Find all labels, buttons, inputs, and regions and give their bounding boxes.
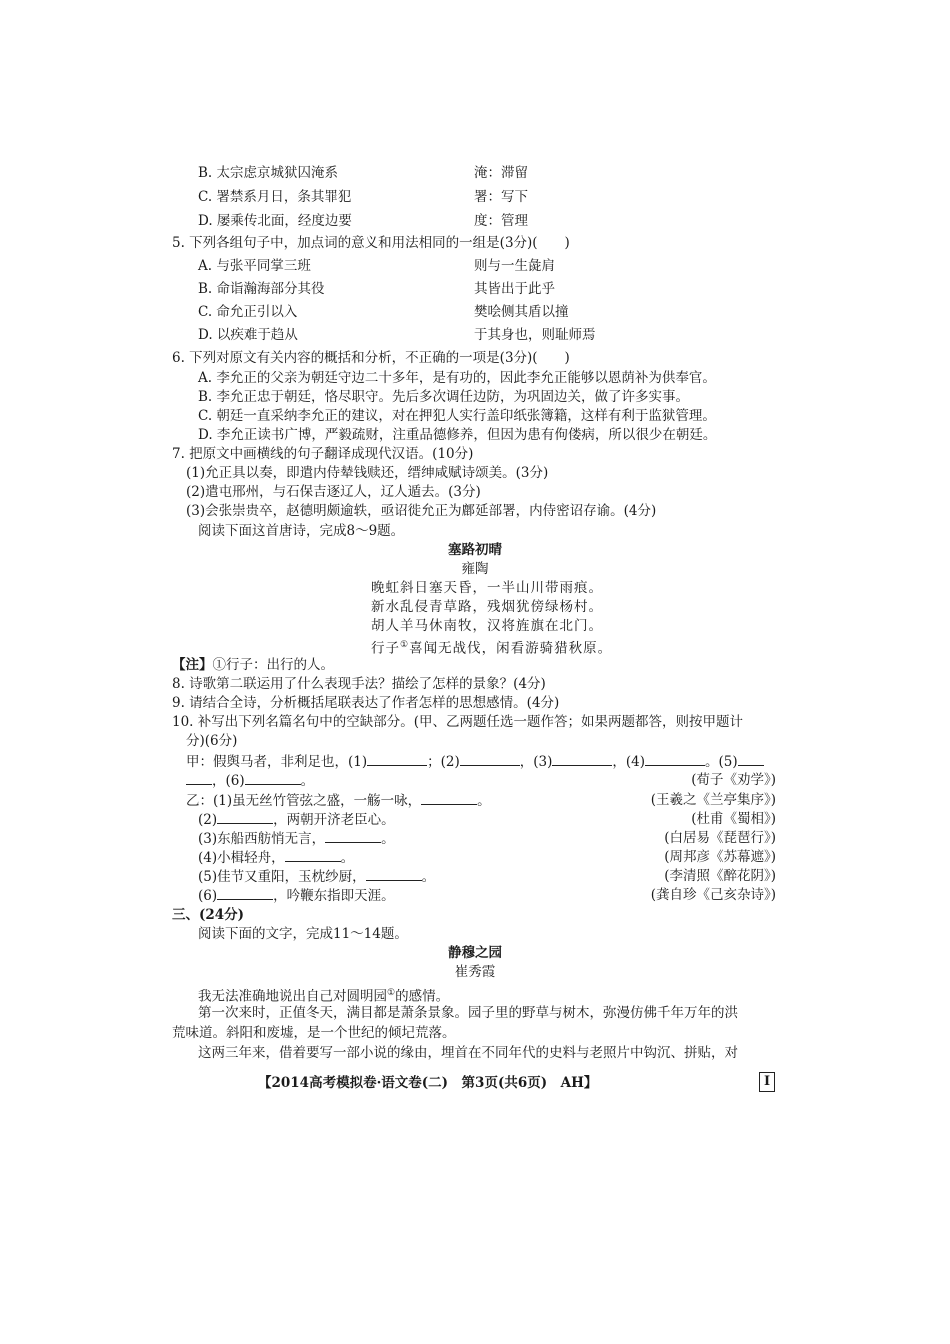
q10-jia-part-3: ，(3) [519, 754, 553, 770]
q10-jia-part-5: 。(5) [705, 754, 738, 770]
q5-option-c-left: C. 命允正引以入 [198, 304, 298, 320]
q10-yi-2 [198, 809, 395, 830]
q10-yi-6 [198, 885, 395, 906]
q10-jia-part-4: ，(4) [612, 754, 645, 770]
blank-1[interactable] [367, 751, 427, 766]
prose-footnote-marker: ① [387, 988, 396, 998]
q10-yi-3 [198, 828, 395, 849]
poem-line-4 [371, 635, 612, 659]
q7-sentence-1: (1)允正具以奏，即遣内侍辇钱赎还，缙绅咸赋诗颂美。(3分) [186, 465, 549, 481]
prose-paragraph-3: 这两三年来，借着要写一部小说的缘由，埋首在不同年代的史料与老照片中钩沉、拼贴，对 [198, 1045, 738, 1061]
yi-blank-3[interactable] [325, 828, 381, 843]
q5-stem: 5. 下列各组句子中，加点词的意义和用法相同的一组是(3分)( ) [172, 235, 570, 251]
q5-option-b-right: 其皆出于此乎 [474, 281, 555, 297]
yi-blank-6[interactable] [217, 885, 273, 900]
prose-title: 静穆之园 [448, 945, 502, 961]
prose-p1-end: 的感情。 [395, 988, 450, 1005]
footnote-marker: ① [400, 640, 410, 650]
q10-yi-4-end: 。 [340, 850, 355, 866]
q10-yi-4 [198, 847, 354, 868]
q10-yi-1-text: 乙：(1)虽无丝竹管弦之盛，一觞一咏， [186, 793, 422, 809]
q10-yi-1-end: 。 [477, 793, 491, 809]
q10-jia-part-2: ；(2) [427, 754, 460, 770]
q10-yi-5-text: (5)佳节又重阳，玉枕纱厨， [198, 869, 366, 885]
q7-sentence-2: (2)遣屯邢州，与石保吉逐辽人，辽人遁去。(3分) [186, 484, 481, 500]
blank-5a[interactable] [738, 751, 764, 766]
poem-note [172, 655, 334, 675]
q4-option-b-gloss: 淹：滞留 [474, 165, 528, 181]
poem-line-4-end: 喜闻无战伐，闲看游骑猎秋原。 [409, 640, 613, 657]
note-text: ①行子：出行的人。 [212, 657, 334, 673]
q9-text: 9. 请结合全诗，分析概括尾联表达了作者怎样的思想感情。(4分) [172, 695, 560, 711]
blank-5b[interactable] [186, 770, 212, 785]
q10-jia-line-2 [186, 770, 314, 791]
q10-yi-6-text: ，吟鞭东指即天涯。 [273, 888, 395, 904]
blank-3[interactable] [552, 751, 612, 766]
q4-option-d: D. 屡乘传北面，经度边要 [198, 213, 352, 229]
section-3-heading: 三、(24分) [172, 907, 245, 923]
q10-jia-text: 甲：假舆马者，非利足也，(1) [186, 754, 368, 770]
yi-blank-1[interactable] [421, 790, 477, 805]
q10-yi-5 [198, 866, 435, 887]
version-box: I [759, 1072, 775, 1092]
note-heading: 【注】 [172, 657, 213, 673]
q6-option-c: C. 朝廷一直采纳李允正的建议，对在押犯人实行盖印纸张簿籍，这样有利于监狱管理。 [198, 408, 716, 424]
blank-4[interactable] [645, 751, 705, 766]
q10-yi-6-source: (龚自珍《己亥杂诗》) [650, 887, 776, 903]
q6-option-a: A. 李允正的父亲为朝廷守边二十多年，是有功的，因此李允正能够以恩荫补为供奉官。 [198, 370, 716, 386]
q10-yi-1-source: (王羲之《兰亭集序》) [650, 792, 776, 808]
q10-yi-5-source: (李清照《醉花阴》) [664, 868, 776, 884]
q5-option-c-right: 樊哙侧其盾以撞 [474, 304, 569, 320]
yi-blank-4[interactable] [285, 847, 341, 862]
q10-yi-3-source: (白居易《琵琶行》) [664, 830, 776, 846]
poem-line-3: 胡人羊马休南牧，汉将旌旗在北门。 [371, 618, 603, 634]
q6-option-d: D. 李允正读书广博，严毅疏财，注重品德修养，但因为患有佝偻病，所以很少在朝廷。 [198, 427, 717, 443]
q10-yi-4-source: (周邦彦《苏幕遮》) [664, 849, 776, 865]
blank-6[interactable] [245, 770, 301, 785]
q10-yi-3-end: 。 [381, 831, 395, 847]
q10-stem-line-2: 分)(6分) [186, 733, 238, 749]
q10-yi-4-text: (4)小楫轻舟， [198, 850, 285, 866]
q10-yi-2-num: (2) [198, 812, 218, 828]
q4-option-c-gloss: 署：写下 [474, 189, 528, 205]
q4-option-b: B. 太宗虑京城狱囚淹系 [198, 165, 339, 181]
q10-jia-end: 。 [300, 773, 315, 789]
q6-option-b: B. 李允正忠于朝廷，恪尽职守。先后多次调任边防，为巩固边关，做了许多实事。 [198, 389, 690, 405]
q10-yi-2-text: ，两朝开济老臣心。 [273, 812, 395, 828]
q5-option-d-left: D. 以疾难于趋从 [198, 327, 298, 343]
q5-option-b-left: B. 命诣瀚海部分其役 [198, 281, 325, 297]
poem-line-4-start: 行子 [371, 640, 400, 657]
q10-yi-1 [186, 790, 491, 811]
poem-intro: 阅读下面这首唐诗，完成8～9题。 [198, 523, 405, 539]
prose-paragraph-2-line-2: 荒味道。斜阳和废墟，是一个世纪的倾圮荒落。 [172, 1025, 456, 1041]
yi-blank-5[interactable] [366, 866, 422, 881]
q5-option-a-right: 则与一生彘肩 [474, 258, 555, 274]
page-footer: 【2014高考模拟卷·语文卷(二) 第3页(共6页) AH】 [258, 1075, 598, 1091]
q10-jia-line-1 [186, 751, 764, 772]
q10-jia-part-6: ，(6) [212, 773, 245, 789]
poem-title: 塞路初晴 [448, 542, 502, 558]
q10-stem-line-1: 10. 补写出下列名篇名句中的空缺部分。(甲、乙两题任选一题作答；如果两题都答，则按甲题计 [172, 714, 744, 730]
prose-p1-start: 我无法准确地说出自己对圆明园 [198, 988, 387, 1005]
q8-text: 8. 诗歌第二联运用了什么表现手法？描绘了怎样的景象？(4分) [172, 676, 546, 692]
blank-2[interactable] [460, 751, 520, 766]
q4-option-d-gloss: 度：管理 [474, 213, 528, 229]
prose-paragraph-2-line-1: 第一次来时，正值冬天，满目都是萧条景象。园子里的野草与树木，弥漫仿佛千年万年的洪 [198, 1005, 738, 1021]
q10-yi-5-end: 。 [421, 869, 436, 885]
q10-yi-3-text: (3)东船西舫悄无言， [198, 831, 326, 847]
yi-blank-2[interactable] [217, 809, 273, 824]
q10-yi-2-source: (杜甫《蜀相》) [691, 811, 776, 827]
q5-option-a-left: A. 与张平同掌三班 [198, 258, 311, 274]
q10-jia-source: (荀子《劝学》) [691, 772, 776, 788]
q4-option-c: C. 署禁系月日，条其罪犯 [198, 189, 352, 205]
prose-author: 崔秀霞 [454, 964, 496, 980]
q6-stem: 6. 下列对原文有关内容的概括和分析，不正确的一项是(3分)( ) [172, 350, 570, 366]
q7-stem: 7. 把原文中画横线的句子翻译成现代汉语。(10分) [172, 446, 474, 462]
q5-option-d-right: 于其身也，则耻师焉 [474, 327, 596, 343]
poem-author: 雍陶 [461, 561, 489, 577]
poem-line-2: 新水乱侵青草路，残烟犹傍绿杨村。 [371, 599, 603, 615]
q10-yi-6-num: (6) [198, 888, 218, 904]
poem-line-1: 晚虹斜日塞天昏，一半山川带雨痕。 [371, 580, 603, 596]
q7-sentence-3: (3)会张崇贵卒，赵德明颇逾轶，亟诏徙允正为鄜延部署，内侍密诏存谕。(4分) [186, 503, 657, 519]
prose-intro: 阅读下面的文字，完成11～14题。 [198, 926, 408, 942]
